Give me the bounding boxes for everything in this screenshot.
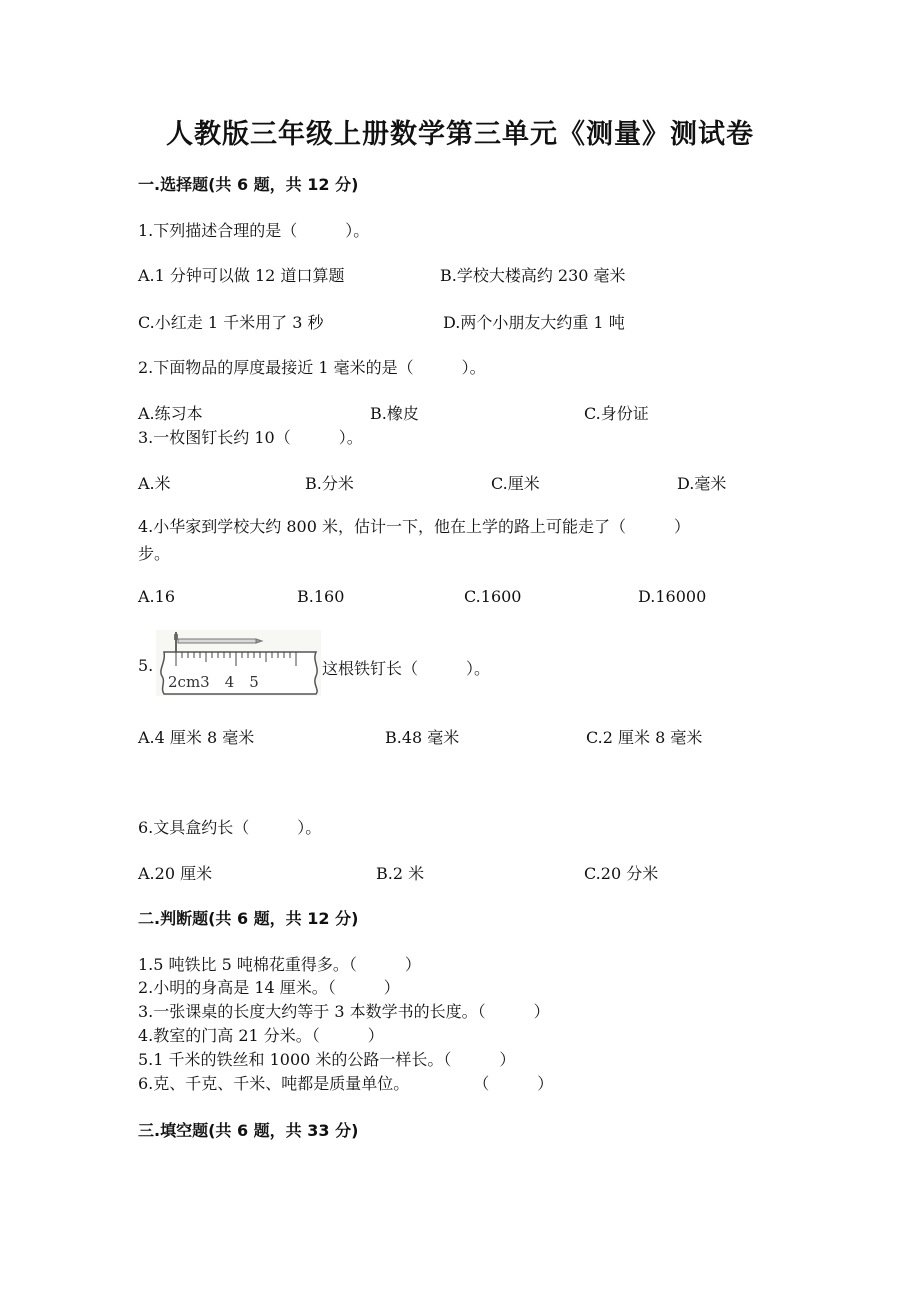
question-6-option-a: A.20 厘米 <box>138 864 213 883</box>
question-5-option-c: C.2 厘米 8 毫米 <box>586 728 703 747</box>
question-4-option-a: A.16 <box>138 587 175 606</box>
page-title: 人教版三年级上册数学第三单元《测量》测试卷 <box>166 119 754 150</box>
question-5-number: 5. <box>138 656 154 675</box>
question-1-option-d: D.两个小朋友大约重 1 吨 <box>443 313 625 332</box>
question-5-option-b: B.48 毫米 <box>385 728 460 747</box>
question-5-option-a: A.4 厘米 8 毫米 <box>138 728 255 747</box>
ruler-nail-illustration <box>156 630 321 696</box>
judge-item-2: 2.小明的身高是 14 厘米。（ ） <box>138 978 400 997</box>
question-2-option-b: B.橡皮 <box>370 404 419 423</box>
question-6-option-b: B.2 米 <box>376 864 425 883</box>
question-3-option-d: D.毫米 <box>677 474 727 493</box>
question-4-option-d: D.16000 <box>638 587 707 606</box>
question-4-option-b: B.160 <box>297 587 345 606</box>
question-4-option-c: C.1600 <box>464 587 522 606</box>
question-1-option-b: B.学校大楼高约 230 毫米 <box>440 266 626 285</box>
question-3-option-a: A.米 <box>138 474 171 493</box>
question-4-stem-line-2: 步。 <box>138 544 171 563</box>
question-5-stem: 这根铁钉长（ ）。 <box>322 659 491 678</box>
section-heading-choice: 一.选择题(共 6 题，共 12 分) <box>138 175 359 194</box>
question-6-stem: 6.文具盒约长（ ）。 <box>138 818 322 837</box>
judge-item-3: 3.一张课桌的长度大约等于 3 本数学书的长度。（ ） <box>138 1002 550 1021</box>
question-6-option-c: C.20 分米 <box>584 864 659 883</box>
question-2-option-c: C.身份证 <box>584 404 649 423</box>
question-1-stem: 1.下列描述合理的是（ ）。 <box>138 221 370 240</box>
section-heading-true-false: 二.判断题(共 6 题，共 12 分) <box>138 909 359 928</box>
question-3-option-c: C.厘米 <box>491 474 540 493</box>
question-1-option-a: A.1 分钟可以做 12 道口算题 <box>138 266 345 285</box>
question-3-option-b: B.分米 <box>305 474 354 493</box>
judge-item-4: 4.教室的门高 21 分米。（ ） <box>138 1026 384 1045</box>
judge-item-5: 5.1 千米的铁丝和 1000 米的公路一样长。（ ） <box>138 1050 516 1069</box>
section-heading-fill-blank: 三.填空题(共 6 题，共 33 分) <box>138 1121 359 1140</box>
judge-item-6: 6.克、千克、千米、吨都是质量单位。 （ ） <box>138 1074 554 1093</box>
ruler-labels: 2cm3 4 5 <box>168 673 259 691</box>
question-2-option-a: A.练习本 <box>138 404 203 423</box>
judge-item-1: 1.5 吨铁比 5 吨棉花重得多。（ ） <box>138 955 421 974</box>
question-1-option-c: C.小红走 1 千米用了 3 秒 <box>138 313 324 332</box>
question-3-stem: 3.一枚图钉长约 10（ ）。 <box>138 428 363 447</box>
question-2-stem: 2.下面物品的厚度最接近 1 毫米的是（ ）。 <box>138 358 486 377</box>
question-4-stem-line-1: 4.小华家到学校大约 800 米，估计一下，他在上学的路上可能走了（ ） <box>138 517 690 536</box>
